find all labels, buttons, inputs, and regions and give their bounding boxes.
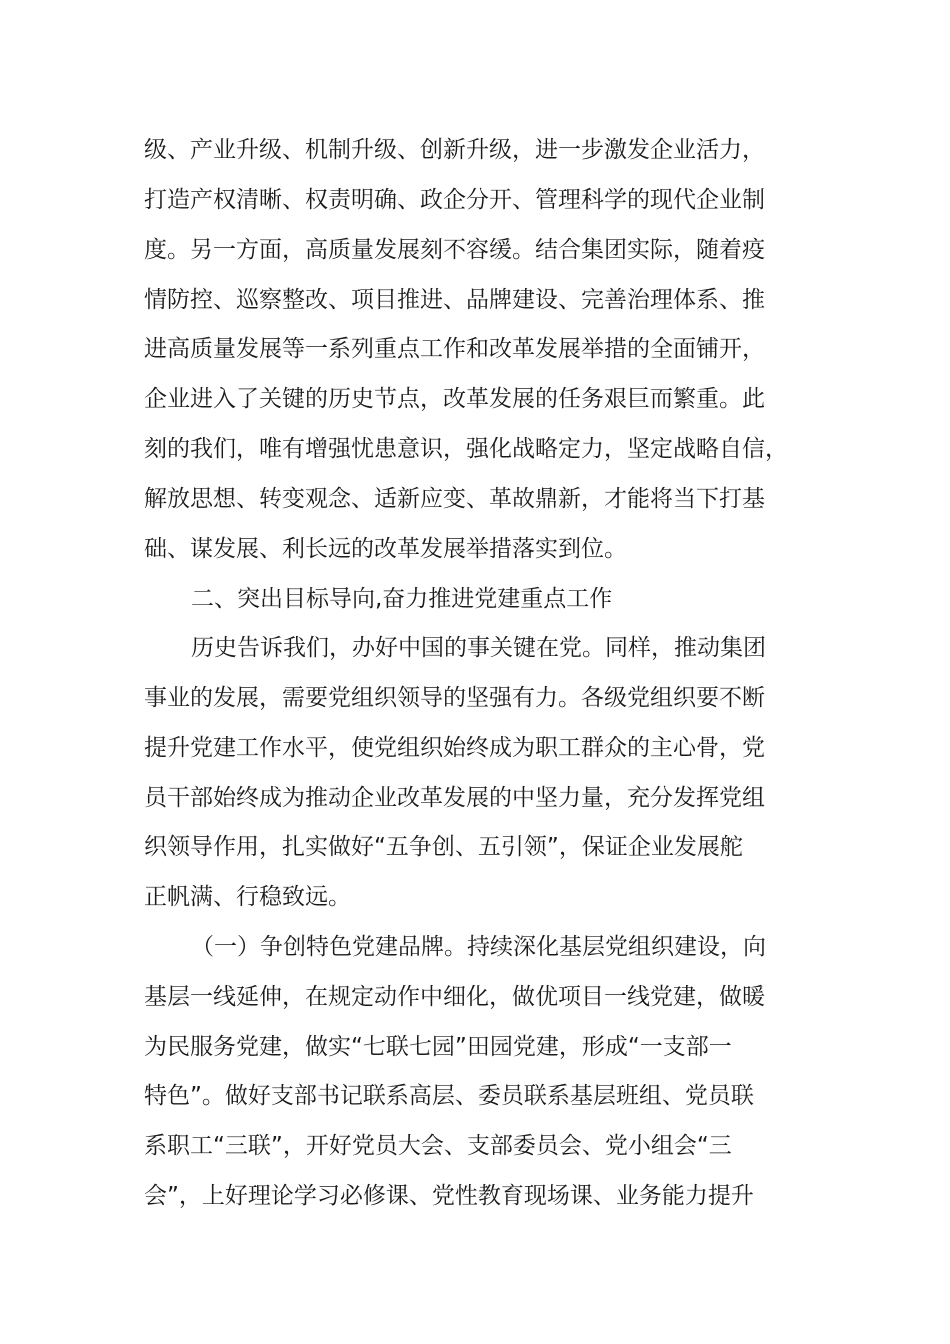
- body-text-line: 度。另一方面，高质量发展刻不容缓。结合集团实际，随着疫: [144, 237, 765, 263]
- body-text-line: 正帆满、行稳致远。: [144, 884, 351, 910]
- body-text-line: 情防控、巡察整改、项目推进、品牌建设、完善治理体系、推: [144, 287, 765, 313]
- body-text-line: 提升党建工作水平，使党组织始终成为职工群众的主心骨，党: [144, 735, 765, 761]
- body-text-line: 级、产业升级、机制升级、创新升级，进一步激发企业活力，: [144, 137, 765, 163]
- body-text-line: 企业进入了关键的历史节点，改革发展的任务艰巨而繁重。此: [144, 386, 765, 412]
- body-text-line: 历史告诉我们，办好中国的事关键在党。同样，推动集团: [191, 635, 766, 661]
- body-text-line: 员干部始终成为推动企业改革发展的中坚力量，充分发挥党组: [144, 785, 765, 811]
- body-text-line: 础、谋发展、利长远的改革发展举措落实到位。: [144, 536, 627, 562]
- body-text-line: 刻的我们，唯有增强忧患意识，强化战略定力，坚定战略自信，: [144, 436, 788, 462]
- body-text-line: 织领导作用，扎实做好“五争创、五引领”，保证企业发展舵: [144, 834, 743, 860]
- body-text-line: 会”，上好理论学习必修课、党性教育现场课、业务能力提升: [144, 1183, 754, 1209]
- body-text-line: 特色”。做好支部书记联系高层、委员联系基层班组、党员联: [144, 1083, 754, 1109]
- body-text-line: 解放思想、转变观念、适新应变、革故鼎新，才能将当下打基: [144, 486, 765, 512]
- body-text-line: 事业的发展，需要党组织领导的坚强有力。各级党组织要不断: [144, 685, 765, 711]
- section-heading: 二、突出目标导向,奋力推进党建重点工作: [191, 586, 613, 612]
- body-text-line: 基层一线延伸，在规定动作中细化，做优项目一线党建，做暖: [144, 984, 765, 1010]
- body-text-line: 打造产权清晰、权责明确、政企分开、管理科学的现代企业制: [144, 187, 765, 213]
- subsection-paragraph-start: （一）争创特色党建品牌。持续深化基层党组织建设，向: [191, 934, 766, 960]
- body-text-line: 为民服务党建，做实“七联七园”田园党建，形成“一支部一: [144, 1034, 732, 1060]
- body-text-line: 系职工“三联”，开好党员大会、支部委员会、党小组会“三: [144, 1133, 732, 1159]
- body-text-line: 进高质量发展等一系列重点工作和改革发展举措的全面铺开，: [144, 336, 765, 362]
